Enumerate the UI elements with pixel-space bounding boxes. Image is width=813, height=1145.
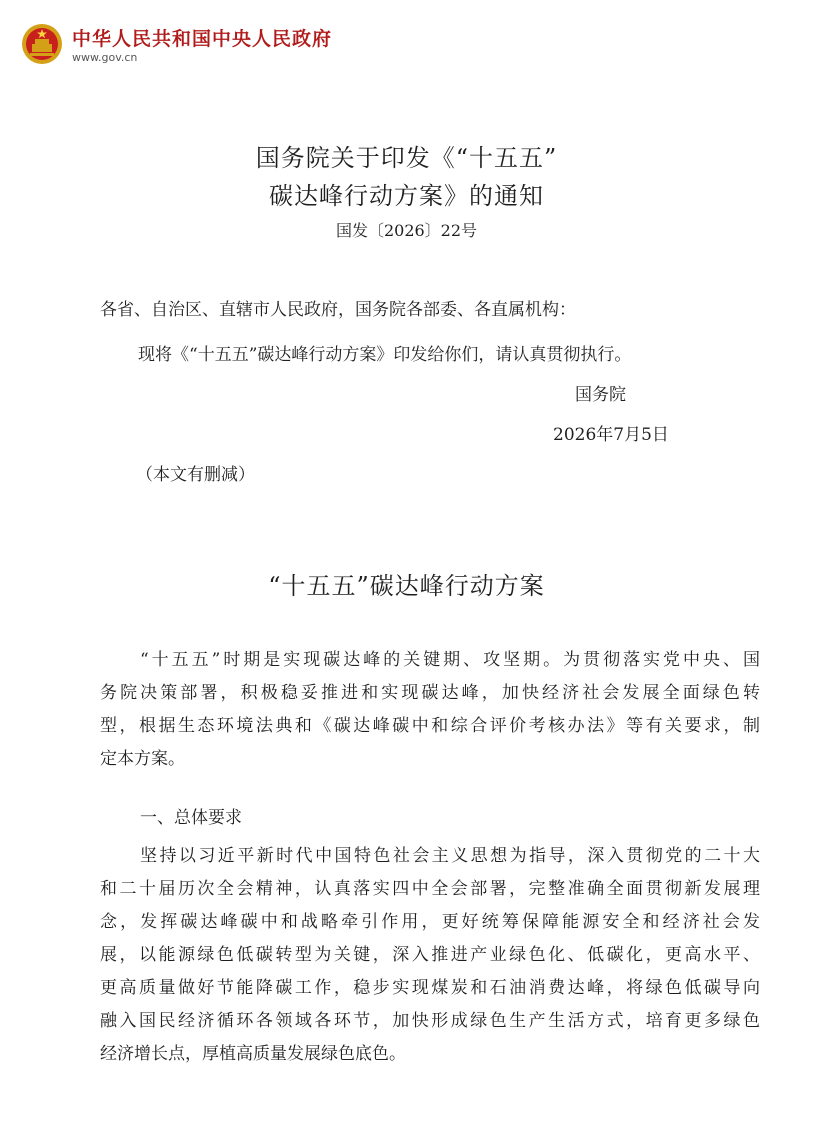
paragraph-line: 更高质量做好节能降碳工作，稳步实现煤炭和石油消费达峰，将绿色低碳导向 [100, 978, 760, 998]
section-heading: 一、总体要求 [140, 808, 242, 828]
paragraph-line: 念，发挥碳达峰碳中和战略牵引作用，更好统筹保障能源安全和经济社会发 [100, 912, 760, 932]
paragraph-line: 经济增长点，厚植高质量发展绿色底色。 [100, 1044, 406, 1064]
abridged-note: （本文有删减） [136, 465, 255, 485]
issuer: 国务院 [575, 385, 626, 405]
site-header [20, 16, 800, 76]
paragraph-line: 展，以能源绿色低碳转型为关键，深入推进产业绿色化、低碳化，更高水平、 [100, 945, 760, 965]
paragraph-line: 型，根据生态环境法典和《碳达峰碳中和综合评价考核办法》等有关要求，制 [100, 716, 760, 736]
plan-title: “十五五”碳达峰行动方案 [268, 572, 545, 600]
paragraph-line: 务院决策部署，积极稳妥推进和实现碳达峰，加快经济社会发展全面绿色转 [100, 683, 760, 703]
notice-title-line-1: 国务院关于印发《“十五五” [255, 144, 558, 172]
addressee: 各省、自治区、直辖市人民政府，国务院各部委、各直属机构： [100, 300, 576, 320]
paragraph-line: 定本方案。 [100, 749, 185, 769]
document-number: 国发〔2026〕22号 [335, 221, 478, 240]
section-1-paragraph [100, 840, 760, 1071]
national-emblem-icon [20, 22, 64, 66]
intro-paragraph [100, 644, 760, 776]
issue-date: 2026年7月5日 [553, 425, 669, 445]
site-name[interactable]: 中华人民共和国中央人民政府 [72, 28, 333, 50]
site-url[interactable]: www.gov.cn [72, 51, 138, 64]
notice-title-line-2: 碳达峰行动方案》的通知 [269, 182, 544, 210]
paragraph-line: “十五五”时期是实现碳达峰的关键期、攻坚期。为贯彻落实党中央、国 [140, 650, 760, 670]
notice-body: 现将《“十五五”碳达峰行动方案》印发给你们，请认真贯彻执行。 [138, 345, 632, 365]
paragraph-line: 和二十届历次全会精神，认真落实四中全会部署，完整准确全面贯彻新发展理 [100, 879, 760, 899]
paragraph-line: 融入国民经济循环各领域各环节，加快形成绿色生产生活方式，培育更多绿色 [100, 1011, 760, 1031]
paragraph-line: 坚持以习近平新时代中国特色社会主义思想为指导，深入贯彻党的二十大 [140, 846, 760, 866]
